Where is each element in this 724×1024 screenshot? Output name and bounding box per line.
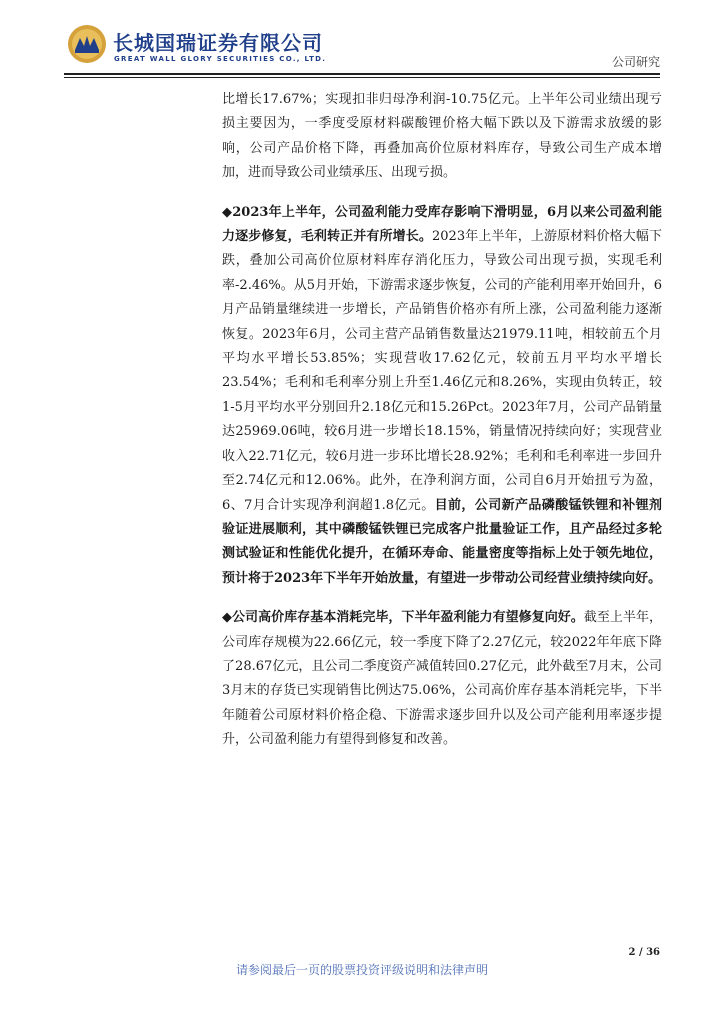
paragraph-text: 截至上半年，公司库存规模为22.66亿元，较一季度下降了2.27亿元，较2022年年底下降了28.67亿元，且公司二季度资产减值转回0.27亿元，此外截至7月末，公司3月末的存货已实现销售比例达75.06%，公司高价库存基本消耗完毕，下半年随着公司原材料价格企稳、下游需求逐步回升以及公司产能利用率逐步提升，公司盈利能力有望得到修复和改善。 (222, 610, 662, 748)
disclaimer-note: 请参阅最后一页的股票投资评级说明和法律声明 (235, 963, 488, 977)
paragraph-profitability-recovery (222, 201, 662, 592)
paragraph-text: 2023年上半年，上游原材料价格大幅下跌，叠加公司高价位原材料库存消化压力，导致公司出现亏损，实现毛利率-2.46%。从5月开始，下游需求逐步恢复，公司的产能利用率开始回升，6月产品销量继续进一步增长，产品销售价格亦有所上涨，公司盈利能力逐渐恢复。2023年6月，公司主营产品销售数量达21979.11吨，相较前五个月平均水平增长53.85%；实现营收17.62亿元，较前五月平均水平增长23.54%；毛利和毛利率分别上升至1.46亿元和8.26%，实现由负转正，较1-5月平均水平分别回升2.18亿元和15.26Pct。2023年7月，公司产品销量达25969.06吨，较6月进一步增长18.15%，销量情况持续向好；实现营业收入22.71亿元，较6月进一步环比增长28.92%；毛利和毛利率进一步回升至2.74亿元和12.06%。此外，在净利润方面，公司自6月开始扭亏为盈，6、7月合计实现净利润超1.8亿元。 (222, 229, 662, 513)
paragraph-performance-loss (222, 88, 662, 186)
report-body (222, 88, 662, 753)
company-name-en: GREAT WALL GLORY SECURITIES CO., LTD. (114, 55, 327, 63)
section-label: 公司研究 (611, 55, 660, 69)
header-divider (64, 73, 660, 75)
company-name-cn: 长城国瑞证券有限公司 (113, 31, 323, 55)
header-divider-thin (64, 77, 660, 78)
great-wall-logo-icon (67, 24, 107, 64)
paragraph-inventory (222, 606, 662, 752)
page-number: 2 / 36 (628, 947, 660, 958)
paragraph-lead: ◆2023年上半年，公司盈利能力受库存影响下滑明显，6月以来公司盈利能力逐步修复，毛利转正并有所增长。 (222, 204, 662, 245)
paragraph-lead-secondary: 目前，公司新产品磷酸锰铁锂和补锂剂验证进展顺利，其中磷酸锰铁锂已完成客户批量验证工作，且产品经过多轮测试验证和性能优化提升，在循环寿命、能量密度等指标上处于领先地位，预计将于2023年下半年开始放量，有望进一步带动公司经营业绩持续向好。 (222, 497, 662, 586)
paragraph-lead: ◆公司高价库存基本消耗完毕，下半年盈利能力有望修复向好。 (222, 610, 584, 626)
paragraph-text: 比增长17.67%；实现扣非归母净利润-10.75亿元。上半年公司业绩出现亏损主要因为，一季度受原材料碳酸锂价格大幅下跌以及下游需求放缓的影响，公司产品价格下降，再叠加高价位原材料库存，导致公司生产成本增加，进而导致公司业绩承压、出现亏损。 (222, 92, 662, 181)
